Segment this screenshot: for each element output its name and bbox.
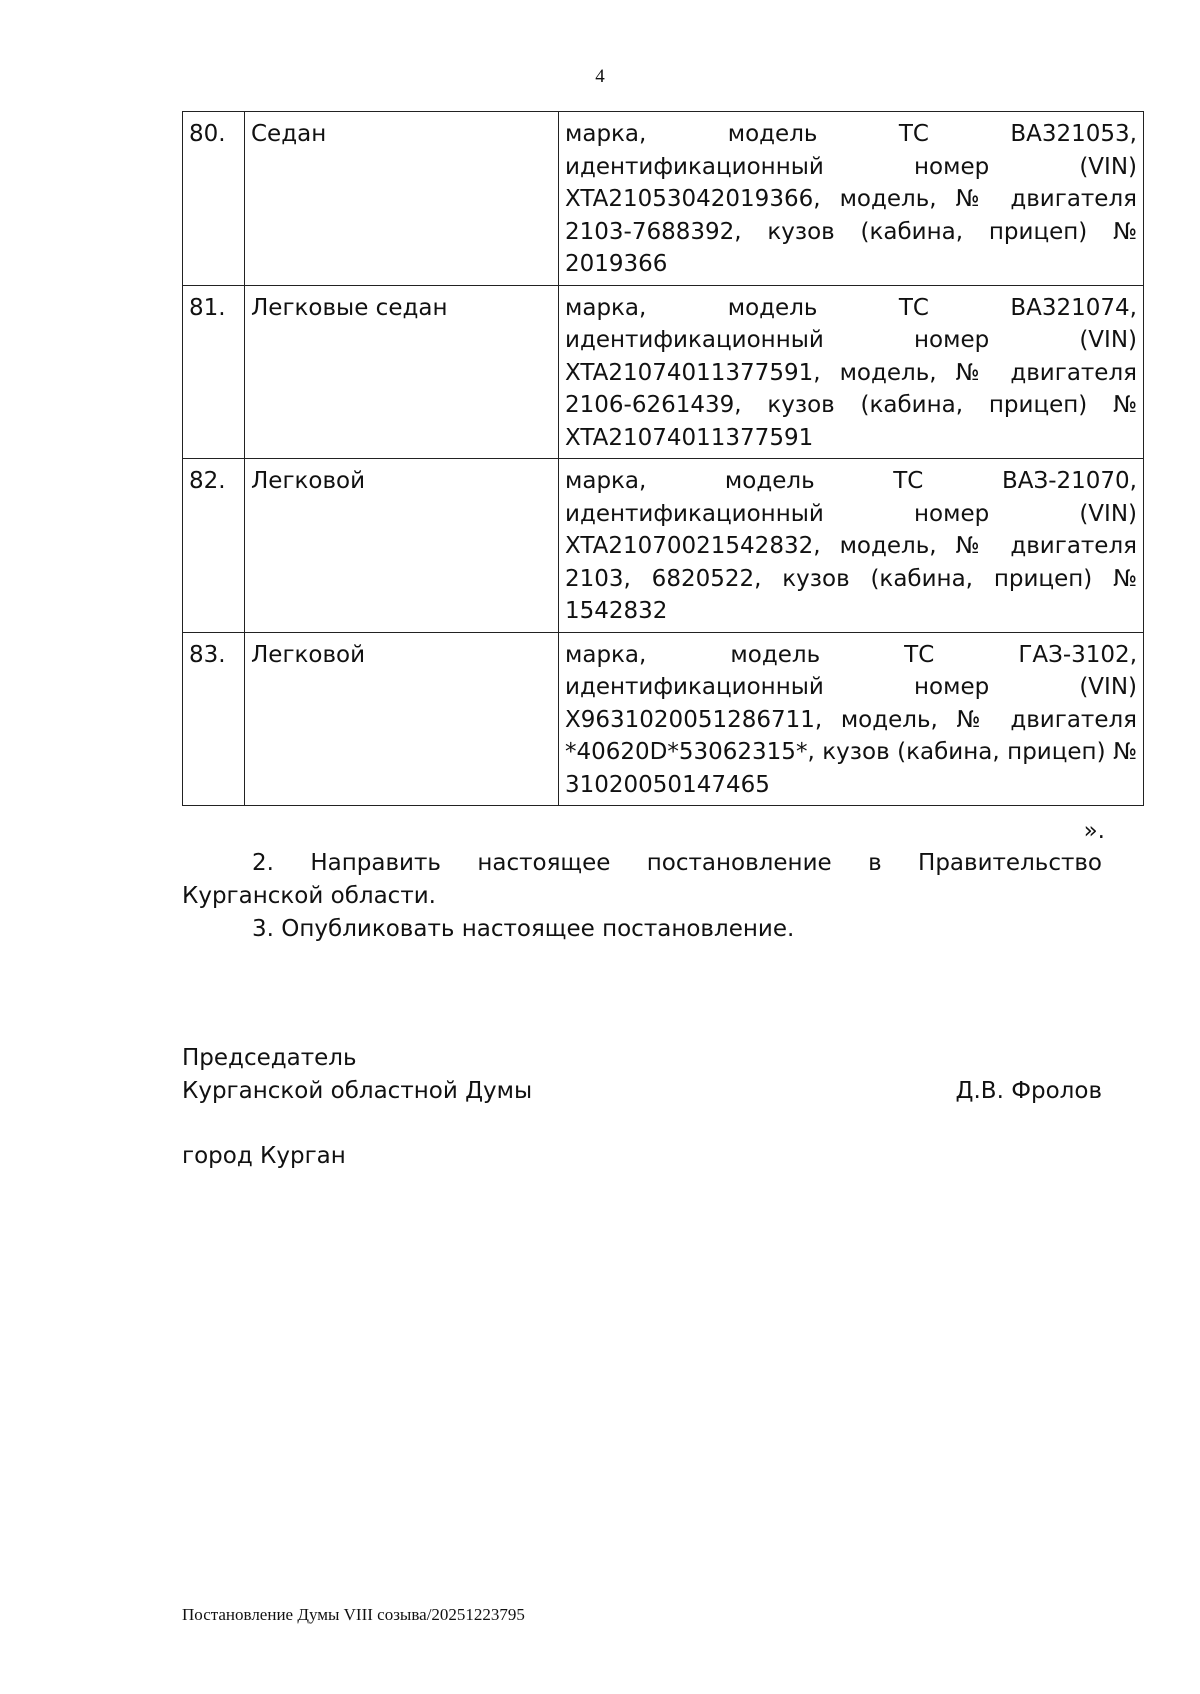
paragraph-3: 3. Опубликовать настоящее постановление. — [252, 916, 795, 942]
vehicle-description: марка, модель ТС ВА321074, идентификационный номер (VIN) XTA21074011377591, модель, № двигателя 2106-6261439, кузов (кабина, прицеп) № XTA21074011377591 — [559, 285, 1144, 459]
vehicle-description: марка, модель ТС ВА321053, идентификационный номер (VIN) XTA21053042019366, модель, № двигателя 2103-7688392, кузов (кабина, прицеп) № 2019366 — [559, 112, 1144, 286]
closing-quote: ». — [1083, 818, 1105, 844]
vehicle-type: Седан — [245, 112, 559, 286]
vehicle-type: Легковой — [245, 459, 559, 633]
table-row — [183, 632, 1144, 806]
vehicle-type: Легковой — [245, 632, 559, 806]
vehicle-type: Легковые седан — [245, 285, 559, 459]
table-row — [183, 459, 1144, 633]
document-footer: Постановление Думы VIII созыва/20251223795 — [182, 1605, 525, 1624]
table-row — [183, 285, 1144, 459]
vehicle-description: марка, модель ТС ГАЗ-3102, идентификационный номер (VIN) X9631020051286711, модель, № двигателя *40620D*53062315*, кузов (кабина, прицеп) № 31020050147465 — [559, 632, 1144, 806]
vehicle-description: марка, модель ТС ВАЗ-21070, идентификационный номер (VIN) XTA21070021542832, модель, № двигателя 2103, 6820522, кузов (кабина, прицеп) № 1542832 — [559, 459, 1144, 633]
table-row — [183, 112, 1144, 286]
city: город Курган — [182, 1143, 346, 1169]
row-number: 82. — [183, 459, 245, 633]
signer-title-line-2: Курганской областной Думы — [182, 1078, 533, 1104]
page-number: 4 — [595, 66, 605, 87]
paragraph-2: 2. Направить настоящее постановление в Правительство Курганской области. — [182, 850, 1102, 909]
vehicles-table — [182, 111, 1144, 806]
row-number: 81. — [183, 285, 245, 459]
row-number: 80. — [183, 112, 245, 286]
signer-title-line-1: Председатель — [182, 1045, 357, 1071]
row-number: 83. — [183, 632, 245, 806]
signer-title — [182, 1042, 682, 1108]
signer-name: Д.В. Фролов — [955, 1078, 1102, 1104]
